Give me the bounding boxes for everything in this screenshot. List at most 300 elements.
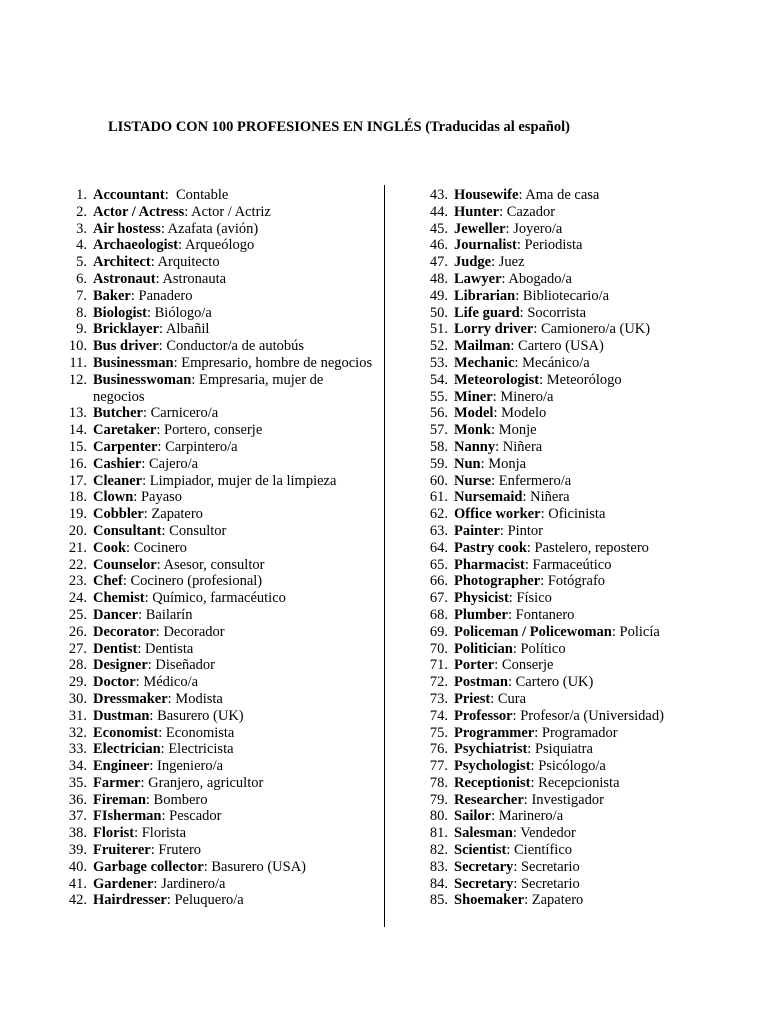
- profession-term: Secretary: [454, 858, 514, 875]
- separator: :: [512, 825, 521, 842]
- list-item: [422, 523, 752, 540]
- separator: :: [518, 187, 526, 203]
- profession-term: Nursemaid: [454, 489, 523, 506]
- list-item-number: 73.: [429, 690, 448, 707]
- list-item-number: 46.: [429, 237, 448, 254]
- list-item-text: [448, 271, 752, 288]
- list-item-number: 21.: [68, 539, 87, 556]
- list-item-number: 43.: [429, 187, 448, 203]
- profession-term: Priest: [454, 690, 491, 707]
- list-item: [62, 237, 374, 254]
- profession-term: Designer: [93, 657, 148, 674]
- profession-term: Secretary: [454, 875, 514, 892]
- list-item: [62, 573, 374, 590]
- profession-term: Garbage collector: [93, 858, 204, 875]
- list-item-text: [87, 338, 374, 355]
- list-item-number: 52.: [429, 338, 448, 355]
- separator: :: [142, 472, 150, 489]
- profession-term: Baker: [93, 287, 131, 304]
- list-item: [62, 691, 374, 708]
- profession-term: Scientist: [454, 842, 507, 859]
- list-item: [422, 389, 752, 406]
- list-item: [422, 892, 752, 909]
- list-item: [62, 775, 374, 792]
- separator: :: [540, 573, 548, 590]
- list-item-number: 49.: [429, 287, 448, 304]
- profession-term: Nanny: [454, 438, 496, 455]
- profession-translation: Ingeniero/a: [157, 758, 224, 775]
- list-item: [422, 674, 752, 691]
- profession-term: Air hostess: [93, 220, 161, 237]
- profession-translation: Decorador: [163, 623, 225, 640]
- list-item: [62, 859, 374, 876]
- list-item: [62, 708, 374, 725]
- profession-translation: Portero, conserje: [164, 422, 263, 439]
- list-item-text: [87, 842, 374, 859]
- list-item-text: [448, 540, 752, 557]
- profession-translation: Astronauta: [162, 270, 227, 287]
- list-item-number: 78.: [429, 774, 448, 791]
- list-item-number: 22.: [68, 556, 87, 573]
- list-item-text: [448, 775, 752, 792]
- separator: :: [526, 539, 535, 556]
- profession-term: Doctor: [93, 674, 136, 691]
- list-item: [62, 321, 374, 338]
- profession-term: Lorry driver: [454, 321, 534, 338]
- list-item-text: [87, 708, 374, 725]
- list-item-text: [87, 288, 374, 305]
- separator: :: [540, 506, 549, 523]
- profession-term: Bricklayer: [93, 321, 160, 338]
- list-item: [62, 187, 374, 204]
- separator: :: [491, 254, 499, 271]
- list-item-text: [448, 372, 752, 389]
- separator: :: [611, 623, 620, 640]
- profession-translation: Químico, farmacéutico: [152, 590, 286, 607]
- list-item-number: 69.: [429, 623, 448, 640]
- list-item-text: [87, 691, 374, 708]
- separator: :: [522, 489, 531, 506]
- list-item-text: [448, 489, 752, 506]
- list-item-text: [87, 624, 374, 641]
- profession-translation: Médico/a: [143, 674, 199, 691]
- list-item-number: 32.: [68, 724, 87, 741]
- profession-translation: Granjero, agricultor: [148, 774, 264, 791]
- list-item: [422, 607, 752, 624]
- profession-term: Shoemaker: [454, 892, 525, 909]
- list-item: [62, 758, 374, 775]
- profession-translation: Periodista: [524, 237, 583, 254]
- list-item: [422, 254, 752, 271]
- list-item-number: 84.: [429, 875, 448, 892]
- list-item-text: [448, 288, 752, 305]
- profession-translation: Frutero: [158, 842, 202, 859]
- profession-translation: Secretario: [520, 858, 580, 875]
- profession-term: Photographer: [454, 573, 541, 590]
- profession-term: Economist: [93, 724, 159, 741]
- profession-term: Engineer: [93, 758, 150, 775]
- separator: :: [491, 422, 499, 439]
- profession-translation: Secretario: [520, 875, 580, 892]
- list-item-number: 37.: [68, 808, 87, 825]
- list-item: [62, 405, 374, 422]
- list-item-text: [87, 221, 374, 238]
- separator: :: [480, 455, 489, 472]
- list-item-text: [87, 876, 374, 893]
- list-item: [62, 338, 374, 355]
- profession-translation: Dentista: [144, 640, 194, 657]
- list-item-number: 5.: [76, 254, 87, 271]
- list-item-text: [448, 859, 752, 876]
- list-item-number: 51.: [429, 321, 448, 338]
- list-item-text: [448, 321, 752, 338]
- profession-translation: Fontanero: [515, 606, 575, 623]
- list-item: [422, 473, 752, 490]
- profession-term: Professor: [454, 707, 513, 724]
- list-item-number: 35.: [68, 774, 87, 791]
- list-item-text: [87, 204, 374, 221]
- separator: :: [160, 220, 168, 237]
- separator: :: [142, 405, 151, 422]
- list-item-text: [448, 876, 752, 893]
- profession-term: Farmer: [93, 774, 141, 791]
- list-item: [422, 859, 752, 876]
- separator: :: [491, 472, 499, 489]
- list-item-text: [87, 775, 374, 792]
- profession-translation: Ama de casa: [525, 187, 600, 203]
- separator: :: [157, 438, 166, 455]
- list-item-number: 28.: [68, 657, 87, 674]
- profession-term: Dressmaker: [93, 690, 168, 707]
- list-item: [62, 892, 374, 909]
- profession-translation: Programador: [541, 724, 618, 741]
- separator: :: [505, 220, 514, 237]
- profession-term: Politician: [454, 640, 513, 657]
- list-item-number: 79.: [429, 791, 448, 808]
- profession-translation: Modista: [175, 690, 223, 707]
- profession-translation: Meteorólogo: [546, 371, 622, 388]
- list-item-number: 17.: [68, 472, 87, 489]
- separator: :: [147, 657, 156, 674]
- profession-term: Caretaker: [93, 422, 157, 439]
- list-item-text: [448, 221, 752, 238]
- list-item: [62, 792, 374, 809]
- separator: :: [184, 203, 192, 220]
- list-item-text: [87, 741, 374, 758]
- separator: :: [516, 237, 525, 254]
- profession-translation: Empresario, hombre de negocios: [181, 354, 373, 371]
- profession-translation: Científico: [514, 842, 573, 859]
- list-item-number: 1.: [76, 187, 87, 203]
- profession-translation: Limpiador, mujer de la limpieza: [149, 472, 337, 489]
- separator: :: [491, 808, 499, 825]
- list-item-number: 59.: [429, 455, 448, 472]
- profession-term: Life guard: [454, 304, 520, 321]
- list-item-text: [448, 573, 752, 590]
- profession-translation: Arqueólogo: [184, 237, 255, 254]
- list-item: [422, 506, 752, 523]
- profession-translation: Oficinista: [548, 506, 606, 523]
- list-item-text: [87, 254, 374, 271]
- list-item-text: [87, 456, 374, 473]
- profession-translation: Zapatero: [531, 892, 584, 909]
- list-item-text: [448, 338, 752, 355]
- profession-term: Mailman: [454, 338, 511, 355]
- list-item: [62, 674, 374, 691]
- list-item-text: [87, 557, 374, 574]
- list-item: [422, 288, 752, 305]
- list-item: [62, 876, 374, 893]
- separator: :: [161, 522, 170, 539]
- list-item-text: [87, 523, 374, 540]
- separator: :: [519, 304, 528, 321]
- profession-translation: Recepcionista: [538, 774, 620, 791]
- list-item-text: [448, 254, 752, 271]
- list-item-text: [448, 456, 752, 473]
- profession-translation: Zapatero: [151, 506, 203, 523]
- profession-term: Programmer: [454, 724, 535, 741]
- list-item-number: 50.: [429, 304, 448, 321]
- list-item-number: 10.: [68, 338, 87, 355]
- list-item-text: [87, 506, 374, 523]
- list-item-number: 53.: [429, 354, 448, 371]
- profession-term: Physicist: [454, 590, 509, 607]
- list-item-text: [87, 808, 374, 825]
- list-item: [62, 590, 374, 607]
- separator: :: [203, 858, 212, 875]
- list-item-text: [87, 187, 374, 204]
- list-item-number: 41.: [68, 875, 87, 892]
- list-item: [422, 741, 752, 758]
- separator: :: [145, 791, 154, 808]
- list-item-text: [87, 725, 374, 742]
- separator: :: [178, 237, 185, 254]
- list-item: [422, 590, 752, 607]
- list-item-number: 7.: [76, 287, 87, 304]
- list-item-text: [448, 506, 752, 523]
- list-item-number: 9.: [76, 321, 87, 338]
- profession-translation: Cazador: [506, 203, 556, 220]
- separator: :: [513, 858, 521, 875]
- profession-translation: Florista: [141, 825, 187, 842]
- list-item-number: 54.: [429, 371, 448, 388]
- list-item: [422, 271, 752, 288]
- list-item-number: 24.: [68, 590, 87, 607]
- profession-translation: Investigador: [531, 791, 604, 808]
- profession-translation: Psicólogo/a: [538, 758, 606, 775]
- separator: :: [143, 506, 152, 523]
- profession-translation: Político: [520, 640, 566, 657]
- profession-term: Porter: [454, 657, 495, 674]
- separator: :: [173, 354, 182, 371]
- profession-list-right: [422, 187, 752, 909]
- profession-term: Meteorologist: [454, 371, 540, 388]
- list-item: [62, 456, 374, 473]
- profession-translation: Cajero/a: [149, 455, 199, 472]
- profession-term: FIsherman: [93, 808, 162, 825]
- profession-term: Monk: [454, 422, 492, 439]
- separator: :: [492, 388, 501, 405]
- separator: :: [510, 338, 519, 355]
- separator: :: [155, 623, 164, 640]
- profession-term: Carpenter: [93, 438, 158, 455]
- list-item: [62, 725, 374, 742]
- profession-term: Mechanic: [454, 354, 515, 371]
- list-item-text: [87, 590, 374, 607]
- profession-term: Architect: [93, 254, 151, 271]
- separator: :: [507, 674, 516, 691]
- list-item-number: 72.: [429, 674, 448, 691]
- profession-term: Florist: [93, 825, 135, 842]
- list-item: [422, 456, 752, 473]
- list-item: [422, 338, 752, 355]
- profession-translation: Enfermero/a: [498, 472, 572, 489]
- separator: :: [146, 304, 155, 321]
- separator: :: [137, 640, 145, 657]
- profession-term: Cleaner: [93, 472, 143, 489]
- list-item-text: [87, 473, 374, 490]
- separator: :: [150, 842, 159, 859]
- list-item-text: [87, 422, 374, 439]
- list-item-number: 29.: [68, 674, 87, 691]
- profession-translation: Conserje: [501, 657, 554, 674]
- list-item-number: 4.: [76, 237, 87, 254]
- separator: :: [513, 875, 521, 892]
- list-item-number: 55.: [429, 388, 448, 405]
- list-item: [422, 372, 752, 389]
- separator: :: [506, 842, 515, 859]
- profession-translation: Monje: [498, 422, 537, 439]
- list-item-text: [448, 825, 752, 842]
- profession-term: Jeweller: [454, 220, 506, 237]
- list-item: [422, 808, 752, 825]
- list-item-text: [448, 808, 752, 825]
- list-item-text: [448, 389, 752, 406]
- list-item-number: 25.: [68, 606, 87, 623]
- separator: :: [161, 808, 170, 825]
- profession-translation: Albañil: [165, 321, 210, 338]
- list-item-number: 67.: [429, 590, 448, 607]
- list-item: [62, 741, 374, 758]
- list-item: [62, 372, 374, 406]
- profession-translation: Modelo: [501, 405, 547, 422]
- profession-term: Dancer: [93, 606, 139, 623]
- list-item-number: 33.: [68, 741, 87, 758]
- separator: :: [495, 438, 503, 455]
- list-item-number: 56.: [429, 405, 448, 422]
- profession-translation: Cura: [497, 690, 527, 707]
- list-item-text: [448, 758, 752, 775]
- list-item: [422, 237, 752, 254]
- list-item-number: 83.: [429, 858, 448, 875]
- list-item: [62, 489, 374, 506]
- list-item: [62, 641, 374, 658]
- separator: :: [156, 422, 165, 439]
- list-item: [62, 422, 374, 439]
- list-item-number: 36.: [68, 791, 87, 808]
- list-item: [62, 221, 374, 238]
- list-item-number: 8.: [76, 304, 87, 321]
- list-item-number: 18.: [68, 489, 87, 506]
- list-item: [422, 775, 752, 792]
- list-item-text: [87, 657, 374, 674]
- list-item: [422, 204, 752, 221]
- list-item-number: 85.: [429, 892, 448, 909]
- list-item-text: [87, 321, 374, 338]
- separator: :: [501, 270, 509, 287]
- list-item-text: [87, 573, 374, 590]
- profession-translation: Marinero/a: [498, 808, 564, 825]
- list-item: [62, 657, 374, 674]
- list-item-text: [448, 741, 752, 758]
- profession-translation: Peluquero/a: [174, 892, 244, 909]
- profession-translation: Actor / Actriz: [191, 203, 271, 220]
- profession-translation: Cartero (UK): [515, 674, 594, 691]
- list-item: [422, 792, 752, 809]
- profession-translation: Socorrista: [527, 304, 587, 321]
- list-item-text: [87, 825, 374, 842]
- list-item: [62, 808, 374, 825]
- list-item-number: 48.: [429, 270, 448, 287]
- separator: :: [133, 489, 141, 506]
- list-item: [422, 557, 752, 574]
- list-item: [422, 876, 752, 893]
- list-item: [62, 305, 374, 322]
- list-item: [62, 355, 374, 372]
- list-item-text: [87, 372, 374, 406]
- profession-term: Judge: [454, 254, 492, 271]
- profession-translation: Diseñador: [155, 657, 216, 674]
- profession-term: Actor / Actress: [93, 203, 185, 220]
- profession-term: Receptionist: [454, 774, 531, 791]
- list-item-text: [87, 859, 374, 876]
- profession-term: Painter: [454, 522, 500, 539]
- profession-translation: Carpintero/a: [165, 438, 238, 455]
- list-item-number: 44.: [429, 203, 448, 220]
- profession-translation: Abogado/a: [508, 270, 572, 287]
- list-item: [422, 842, 752, 859]
- separator: :: [191, 371, 199, 388]
- list-item-text: [87, 237, 374, 254]
- profession-term: Psychiatrist: [454, 741, 528, 758]
- list-item: [62, 842, 374, 859]
- profession-term: Nun: [454, 455, 481, 472]
- profession-term: Hairdresser: [93, 892, 167, 909]
- profession-term: Researcher: [454, 791, 524, 808]
- list-item-text: [448, 792, 752, 809]
- profession-translation: Minero/a: [500, 388, 554, 405]
- list-item: [422, 624, 752, 641]
- list-item-number: 31.: [68, 707, 87, 724]
- profession-translation: Basurero (UK): [157, 707, 244, 724]
- profession-translation: Asesor, consultor: [163, 556, 265, 573]
- list-item-number: 14.: [68, 422, 87, 439]
- list-item: [422, 405, 752, 422]
- column-divider: [384, 185, 385, 927]
- separator: :: [524, 892, 532, 909]
- profession-translation: Cartero (USA): [518, 338, 604, 355]
- profession-translation: Profesor/a (Universidad): [520, 707, 664, 724]
- profession-term: Dustman: [93, 707, 150, 724]
- profession-translation: Niñera: [502, 438, 543, 455]
- profession-term: Salesman: [454, 825, 513, 842]
- list-item: [422, 221, 752, 238]
- list-item: [422, 489, 752, 506]
- profession-translation: Contable: [175, 187, 229, 203]
- profession-translation: Policía: [619, 623, 660, 640]
- list-item-number: 27.: [68, 640, 87, 657]
- list-item-text: [87, 540, 374, 557]
